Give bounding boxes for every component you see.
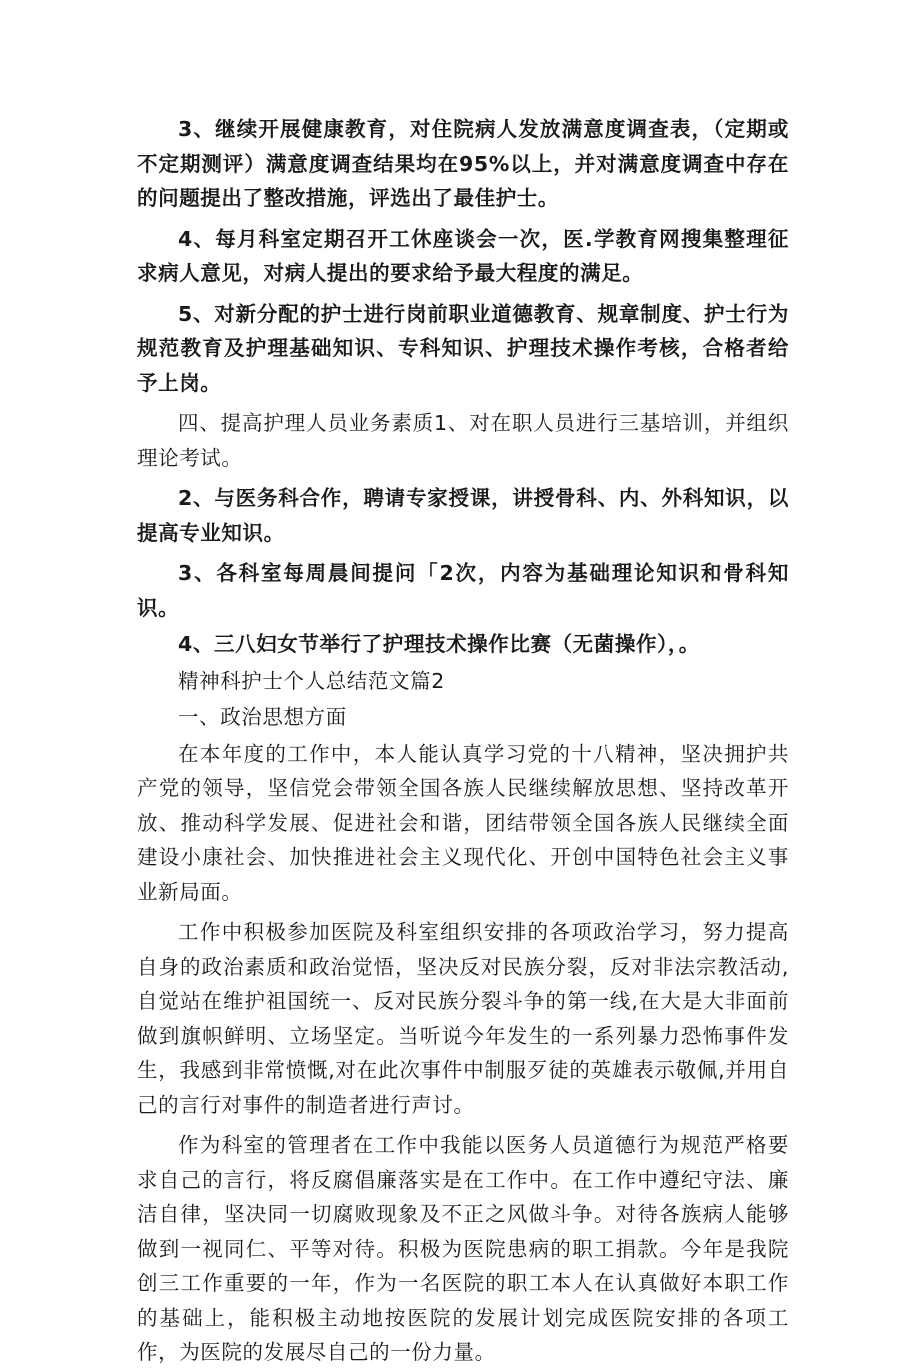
paragraph-political-study: 工作中积极参加医院及科室组织安排的各项政治学习，努力提高自身的政治素质和政治觉悟，坚决反对民族分裂，反对非法宗教活动,自觉站在维护祖国统一、反对民族分裂斗争的第一线,在大是大非面前做到旗帜鲜明、立场坚定。当听说今年发生的一系列暴力恐怖事件发生，我感到非常愤慨,对在此次事件中制服歹徒的英雄表示敬佩,并用自己的言行对事件的制造者进行声讨。: [137, 920, 789, 1117]
paragraph-item-4-patient-meeting: 4、每月科室定期召开工休座谈会一次，医.学教育网搜集整理征求病人意见，对病人提出的要求给予最大程度的满足。: [137, 226, 789, 285]
paragraph-item-3-morning-questions: 3、各科室每周晨间提问「2次，内容为基础理论知识和骨科知识。: [137, 561, 789, 620]
document-body: [137, 112, 789, 1370]
section-heading-improve-quality: 四、提高护理人员业务素质1、对在职人员进行三基培训，并组织理论考试。: [137, 411, 789, 470]
section-heading-political-thought: 一、政治思想方面: [178, 705, 347, 729]
paragraph-item-2-expert-lectures: 2、与医务科合作，聘请专家授课，讲授骨科、内、外科知识，以提高专业知识。: [137, 486, 789, 545]
paragraph-item-3-health-education: 3、继续开展健康教育，对住院病人发放满意度调查表，（定期或不定期测评）满意度调查结果均在95%以上，并对满意度调查中存在的问题提出了整改措施，评选出了最佳护士。: [137, 117, 789, 210]
article-title: 精神科护士个人总结范文篇2: [178, 668, 445, 693]
paragraph-item-4-skills-competition: 4、三八妇女节举行了护理技术操作比赛（无菌操作），。: [178, 632, 700, 656]
paragraph-party-study: 在本年度的工作中，本人能认真学习党的十八精神，坚决拥护共产党的领导，坚信党会带领全国各族人民继续解放思想、坚持改革开放、推动科学发展、促进社会和谐，团结带领全国各族人民继续全面建设小康社会、加快推进社会主义现代化、开创中国特色社会主义事业新局面。: [137, 741, 789, 904]
paragraph-management-conduct: 作为科室的管理者在工作中我能以医务人员道德行为规范严格要求自己的言行，将反腐倡廉落实是在工作中。在工作中遵纪守法、廉洁自律，坚决同一切腐败现象及不正之风做斗争。对待各族病人能够做到一视同仁、平等对待。积极为医院患病的职工捐款。今年是我院创三工作重要的一年，作为一名医院的职工本人在认真做好本职工作的基础上，能积极主动地按医院的发展计划完成医院安排的各项工作，为医院的发展尽自己的一份力量。: [137, 1133, 789, 1364]
paragraph-item-5-new-nurse-training: 5、对新分配的护士进行岗前职业道德教育、规章制度、护士行为规范教育及护理基础知识、专科知识、护理技术操作考核，合格者给予上岗。: [137, 301, 789, 395]
